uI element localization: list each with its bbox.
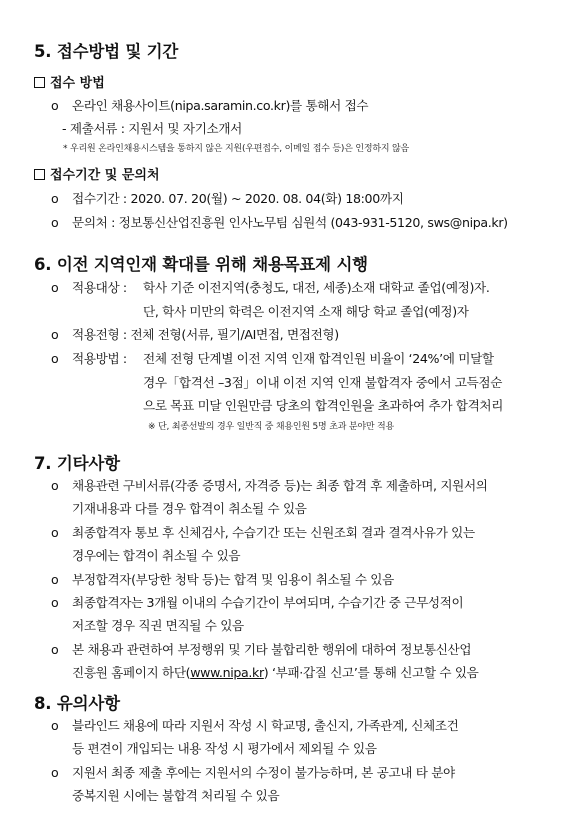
subsection-heading — [34, 72, 105, 91]
list-item-text: 학사 기준 이전지역(충청도, 대전, 세종)소재 대학교 졸업(예정)자. — [143, 280, 490, 295]
section-6-title: 6. 이전 지역인재 확대를 위해 채용목표제 시행 — [34, 255, 368, 274]
section-8-title: 8. 유의사항 — [34, 694, 120, 713]
list-item-text: 최종합격자는 3개월 이내의 수습기간이 부여되며, 수습기간 중 근무성적이 — [72, 595, 464, 610]
list-item-text: 단, 학사 미만의 학력은 이전지역 소재 해당 학교 졸업(예정)자 — [143, 304, 469, 319]
list-item-text: 문의처 : 정보통신산업진흥원 인사노무팀 심원석 (043-931-5120, sws@nipa.kr) — [72, 215, 508, 230]
list-item — [51, 324, 339, 343]
list-item — [51, 212, 508, 231]
list-item-text: 저조할 경우 직권 면직될 수 있음 — [72, 618, 244, 633]
bullet-icon: o — [51, 642, 59, 657]
list-item-text: 전체 전형 단계별 이전 지역 인재 합격인원 비율이 ‘24%’에 미달할 — [143, 351, 494, 366]
bullet-icon: o — [51, 478, 59, 493]
bullet-icon: o — [51, 280, 59, 295]
list-item-text: 온라인 채용사이트(nipa.saramin.co.kr)를 통해서 접수 — [72, 98, 369, 113]
footnote: * 우리원 온라인채용시스템을 통하지 않은 지원(우편접수, 이메일 접수 등)은 인정하지 않음 — [63, 144, 409, 154]
bullet-icon: o — [51, 718, 59, 733]
list-item — [51, 522, 475, 541]
list-item-label: 적용방법 : — [72, 351, 127, 366]
list-item — [51, 348, 127, 367]
list-item-text: 부정합격자(부당한 청탁 등)는 합격 및 임용이 취소될 수 있음 — [72, 572, 394, 587]
list-item — [51, 475, 488, 494]
list-item-text: 접수기간 : 2020. 07. 20(월) ~ 2020. 08. 04(화) 18:00까지 — [72, 191, 404, 206]
list-item-text: 블라인드 채용에 따라 지원서 작성 시 학교명, 출신지, 가족관계, 신체조건 — [72, 718, 459, 733]
bullet-icon: o — [51, 572, 59, 587]
checkbox-square-icon — [34, 77, 45, 88]
bullet-icon: o — [51, 191, 59, 206]
text-segment: 진흥원 홈페이지 하단( — [72, 665, 191, 680]
bullet-icon: o — [51, 765, 59, 780]
list-item — [51, 639, 471, 658]
checkbox-square-icon — [34, 169, 45, 180]
website-link[interactable]: www.nipa.kr — [190, 665, 264, 680]
list-item-text: 등 편견이 개입되는 내용 작성 시 평가에서 제외될 수 있음 — [72, 741, 377, 756]
list-item — [51, 188, 404, 207]
list-subitem: - 제출서류 : 지원서 및 자기소개서 — [62, 121, 242, 136]
list-item-text: 경우「합격선 –3점」이내 이전 지역 인재 불합격자 중에서 고득점순 — [143, 375, 503, 390]
list-item — [51, 277, 127, 296]
list-item-text: 중복지원 시에는 불합격 처리될 수 있음 — [72, 788, 280, 803]
list-item-text: 채용관련 구비서류(각종 증명서, 자격증 등)는 최종 합격 후 제출하며, 지원서의 — [72, 478, 488, 493]
bullet-icon: o — [51, 215, 59, 230]
list-item — [51, 95, 368, 114]
list-item — [51, 762, 455, 781]
list-item-text: 지원서 최종 제출 후에는 지원서의 수정이 불가능하며, 본 공고내 타 분야 — [72, 765, 455, 780]
list-item-label: 적용대상 : — [72, 280, 127, 295]
text-segment: ) ‘부패·갑질 신고’를 통해 신고할 수 있음 — [263, 665, 479, 680]
list-item-text: 으로 목표 미달 인원만큼 당초의 합격인원을 초과하여 추가 합격처리 — [143, 398, 504, 413]
bullet-icon: o — [51, 98, 59, 113]
list-item-text: 기재내용과 다를 경우 합격이 취소될 수 있음 — [72, 501, 307, 516]
list-item — [51, 569, 394, 588]
bullet-icon: o — [51, 525, 59, 540]
subsection-heading — [34, 164, 160, 183]
list-item-text: 경우에는 합격이 취소될 수 있음 — [72, 548, 241, 563]
bullet-icon: o — [51, 595, 59, 610]
subsection-label: 접수기간 및 문의처 — [50, 168, 160, 183]
section-5-title: 5. 접수방법 및 기간 — [34, 42, 179, 61]
section-7-title: 7. 기타사항 — [34, 454, 120, 473]
list-item — [51, 592, 463, 611]
bullet-icon: o — [51, 327, 59, 342]
footnote: ※ 단, 최종선발의 경우 일반직 중 채용인원 5명 초과 분야만 적용 — [148, 422, 394, 432]
list-item-text — [72, 662, 478, 681]
subsection-label: 접수 방법 — [50, 76, 105, 91]
list-item-text: 최종합격자 통보 후 신체검사, 수습기간 또는 신원조회 결과 결격사유가 있는 — [72, 525, 475, 540]
list-item — [51, 715, 459, 734]
bullet-icon: o — [51, 351, 59, 366]
list-item-text: 적용전형 : 전체 전형(서류, 필기/AI면접, 면접전형) — [72, 327, 339, 342]
list-item-text: 본 채용과 관련하여 부정행위 및 기타 불합리한 행위에 대하여 정보통신산업 — [72, 642, 472, 657]
